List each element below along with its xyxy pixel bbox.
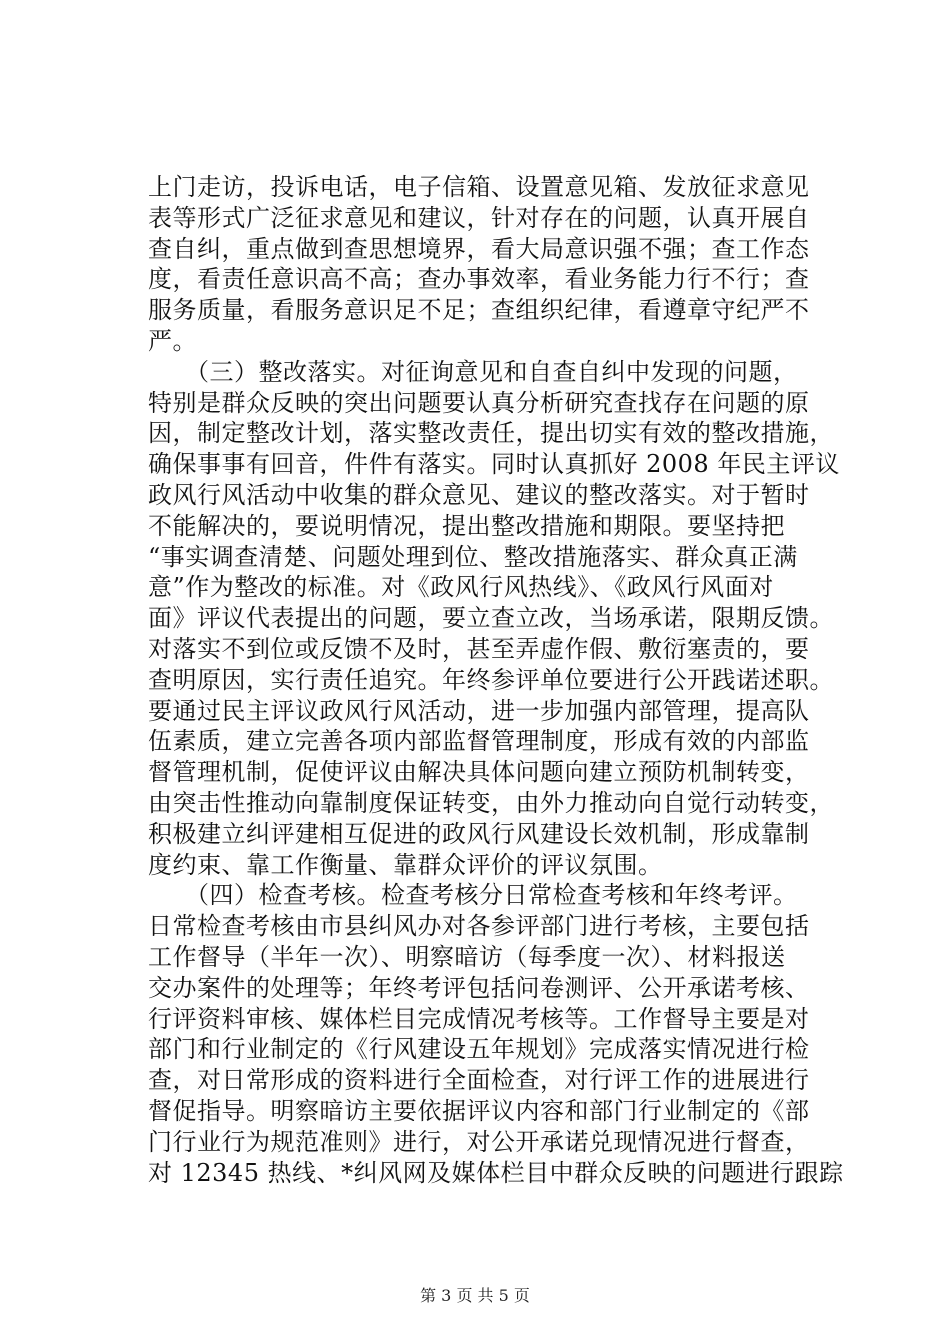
text-line: 交办案件的处理等；年终考评包括问卷测评、公开承诺考核、 bbox=[148, 973, 810, 1002]
text-line: （四）检查考核。检查考核分日常检查考核和年终考评。 bbox=[148, 881, 798, 910]
text-line: （三）整改落实。对征询意见和自查自纠中发现的问题， bbox=[148, 357, 798, 386]
text-line: 表等形式广泛征求意见和建议，针对存在的问题，认真开展自 bbox=[148, 203, 810, 232]
text-line: 伍素质，建立完善各项内部监督管理制度，形成有效的内部监 bbox=[148, 727, 810, 756]
text-line: 部门和行业制定的《行风建设五年规划》完成落实情况进行检 bbox=[148, 1035, 810, 1064]
text-line: 由突击性推动向靠制度保证转变，由外力推动向自觉行动转变， bbox=[148, 788, 834, 817]
text-line: 严。 bbox=[148, 326, 197, 355]
text-line: 确保事事有回音，件件有落实。同时认真抓好 2008 年民主评议 bbox=[148, 450, 840, 479]
text-line: 政风行风活动中收集的群众意见、建议的整改落实。对于暂时 bbox=[148, 480, 810, 509]
text-line: 查，对日常形成的资料进行全面检查，对行评工作的进展进行 bbox=[148, 1066, 810, 1095]
page-footer: 第 3 页 共 5 页 bbox=[420, 1286, 530, 1305]
text-line: 意”作为整改的标准。对《政风行风热线》、《政风行风面对 bbox=[148, 573, 774, 602]
text-line: 门行业行为规范准则》进行，对公开承诺兑现情况进行督查， bbox=[148, 1127, 810, 1156]
text-line: 度，看责任意识高不高；查办事效率，看业务能力行不行；查 bbox=[148, 265, 810, 294]
text-line: 督促指导。明察暗访主要依据评议内容和部门行业制定的《部 bbox=[148, 1096, 810, 1125]
text-line: 对落实不到位或反馈不及时，甚至弄虚作假、敷衍塞责的，要 bbox=[148, 634, 810, 663]
text-line: 上门走访，投诉电话，电子信箱、设置意见箱、发放征求意见 bbox=[148, 173, 810, 201]
text-line: 督管理机制，促使评议由解决具体问题向建立预防机制转变， bbox=[148, 758, 810, 787]
text-line: 度约束、靠工作衡量、靠群众评价的评议氛围。 bbox=[148, 850, 663, 879]
text-line: 特别是群众反映的突出问题要认真分析研究查找存在问题的原 bbox=[148, 388, 810, 417]
text-line: 因，制定整改计划，落实整改责任，提出切实有效的整改措施， bbox=[148, 419, 834, 448]
body-text bbox=[148, 172, 844, 1188]
text-line: 工作督导（半年一次）、明察暗访（每季度一次）、材料报送 bbox=[148, 942, 786, 971]
text-line: 要通过民主评议政风行风活动，进一步加强内部管理，提高队 bbox=[148, 696, 810, 725]
text-line: 查明原因，实行责任追究。年终参评单位要进行公开践诺述职。 bbox=[148, 665, 834, 694]
text-line: 积极建立纠评建相互促进的政风行风建设长效机制，形成靠制 bbox=[148, 819, 810, 848]
text-line: 服务质量，看服务意识足不足；查组织纪律，看遵章守纪严不 bbox=[148, 296, 810, 325]
text-line: 不能解决的，要说明情况，提出整改措施和期限。要坚持把 bbox=[148, 511, 785, 540]
text-line: 面》评议代表提出的问题，要立查立改，当场承诺，限期反馈。 bbox=[148, 604, 834, 633]
text-line: 对 12345 热线、*纠风网及媒体栏目中群众反映的问题进行跟踪 bbox=[148, 1158, 844, 1187]
text-line: 行评资料审核、媒体栏目完成情况考核等。工作督导主要是对 bbox=[148, 1004, 810, 1033]
text-line: “事实调查清楚、问题处理到位、整改措施落实、群众真正满 bbox=[148, 542, 798, 571]
text-line: 查自纠，重点做到查思想境界，看大局意识强不强；查工作态 bbox=[148, 234, 810, 263]
text-line: 日常检查考核由市县纠风办对各参评部门进行考核，主要包括 bbox=[148, 912, 810, 941]
